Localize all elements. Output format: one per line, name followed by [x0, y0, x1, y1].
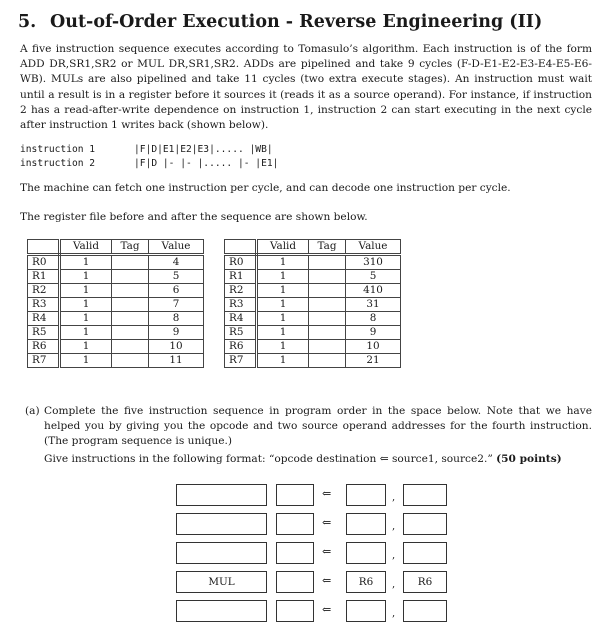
source1-field[interactable]: R6: [346, 571, 386, 593]
tag-cell: [309, 270, 346, 284]
reg-name-cell: R6: [225, 340, 257, 354]
value-cell: 5: [149, 270, 204, 284]
table-row: [225, 340, 401, 354]
reg-name-cell: R2: [28, 284, 60, 298]
table-row: [28, 312, 204, 326]
value-cell: 21: [346, 354, 401, 368]
table-header-cell: Valid: [60, 240, 112, 255]
destination-field[interactable]: [276, 571, 314, 593]
assign-arrow-icon: ⇐: [322, 516, 332, 529]
tag-cell: [309, 354, 346, 368]
table-header-cell: [28, 240, 60, 255]
source1-field[interactable]: [346, 513, 386, 535]
opcode-field[interactable]: [176, 513, 267, 535]
tag-cell: [309, 312, 346, 326]
tag-cell: [112, 298, 149, 312]
table-row: [225, 354, 401, 368]
reg-name-cell: R1: [28, 270, 60, 284]
table-row: [28, 270, 204, 284]
tag-cell: [309, 298, 346, 312]
table-header-cell: Tag: [309, 240, 346, 255]
source2-field[interactable]: [403, 484, 447, 506]
assign-arrow-icon: ⇐: [322, 487, 332, 500]
table-row: [225, 284, 401, 298]
valid-cell: 1: [60, 340, 112, 354]
table-row: [225, 270, 401, 284]
valid-cell: 1: [60, 255, 112, 270]
tag-cell: [309, 284, 346, 298]
tag-cell: [112, 255, 149, 270]
source2-field[interactable]: [403, 600, 447, 622]
value-cell: 5: [346, 270, 401, 284]
value-cell: 9: [346, 326, 401, 340]
valid-cell: 1: [60, 354, 112, 368]
value-cell: 8: [149, 312, 204, 326]
source1-field[interactable]: [346, 542, 386, 564]
tag-cell: [112, 326, 149, 340]
source-separator: ,: [392, 521, 396, 532]
reg-name-cell: R5: [28, 326, 60, 340]
source-separator: ,: [392, 579, 396, 590]
table-row: [28, 354, 204, 368]
valid-cell: 1: [60, 270, 112, 284]
source2-field[interactable]: [403, 542, 447, 564]
opcode-field[interactable]: [176, 600, 267, 622]
source1-field[interactable]: [346, 484, 386, 506]
opcode-field[interactable]: [176, 484, 267, 506]
reg-name-cell: R6: [28, 340, 60, 354]
reg-name-cell: R3: [225, 298, 257, 312]
part-a-points: (50 points): [496, 453, 562, 465]
value-cell: 4: [149, 255, 204, 270]
value-cell: 7: [149, 298, 204, 312]
value-cell: 310: [346, 255, 401, 270]
table-row: [28, 340, 204, 354]
register-file-after: [224, 239, 401, 368]
fetch-text: The machine can fetch one instruction per cycle, and can decode one instruction per cycle.: [20, 182, 511, 194]
table-row: [28, 298, 204, 312]
part-a-format: Give instructions in the following format: “opcode destination ⇐ source1, source2.”: [44, 453, 493, 465]
tag-cell: [112, 354, 149, 368]
reg-name-cell: R0: [225, 255, 257, 270]
source-separator: ,: [392, 608, 396, 619]
table-row: [225, 312, 401, 326]
source-separator: ,: [392, 492, 396, 503]
destination-field[interactable]: [276, 513, 314, 535]
valid-cell: 1: [60, 312, 112, 326]
value-cell: 11: [149, 354, 204, 368]
tag-cell: [309, 326, 346, 340]
question-title: Out-of-Order Execution - Reverse Engineering (II): [50, 12, 543, 32]
value-cell: 9: [149, 326, 204, 340]
reg-name-cell: R2: [225, 284, 257, 298]
reg-name-cell: R0: [28, 255, 60, 270]
assign-arrow-icon: ⇐: [322, 603, 332, 616]
destination-field[interactable]: [276, 600, 314, 622]
valid-cell: 1: [60, 326, 112, 340]
table-row: [225, 298, 401, 312]
table-header-cell: Value: [149, 240, 204, 255]
destination-field[interactable]: [276, 542, 314, 564]
valid-cell: 1: [60, 298, 112, 312]
table-row: [225, 326, 401, 340]
table-header-row: [225, 240, 401, 255]
reg-name-cell: R4: [225, 312, 257, 326]
value-cell: 10: [149, 340, 204, 354]
tag-cell: [112, 270, 149, 284]
destination-field[interactable]: [276, 484, 314, 506]
reg-name-cell: R7: [28, 354, 60, 368]
valid-cell: 1: [257, 326, 309, 340]
valid-cell: 1: [257, 340, 309, 354]
table-row: [225, 255, 401, 270]
part-a-label: (a): [25, 405, 40, 417]
source2-field[interactable]: [403, 513, 447, 535]
value-cell: 31: [346, 298, 401, 312]
source2-field[interactable]: R6: [403, 571, 447, 593]
part-a-text: Complete the five instruction sequence in program order in the space below. Note that we have helped you by giving you the opcode and two source operand addresses for the fourth instruction. (The program sequence is unique.): [44, 405, 592, 447]
assign-arrow-icon: ⇐: [322, 545, 332, 558]
reg-name-cell: R7: [225, 354, 257, 368]
valid-cell: 1: [257, 298, 309, 312]
reg-name-cell: R5: [225, 326, 257, 340]
value-cell: 10: [346, 340, 401, 354]
tag-cell: [309, 340, 346, 354]
reg-name-cell: R1: [225, 270, 257, 284]
tag-cell: [309, 255, 346, 270]
tag-cell: [112, 312, 149, 326]
table-row: [28, 284, 204, 298]
valid-cell: 1: [257, 354, 309, 368]
opcode-field[interactable]: [176, 542, 267, 564]
valid-cell: 1: [257, 255, 309, 270]
tag-cell: [112, 284, 149, 298]
table-header-cell: Tag: [112, 240, 149, 255]
valid-cell: 1: [257, 284, 309, 298]
intro-paragraph: A five instruction sequence executes according to Tomasulo’s algorithm. Each instruction is of the form ADD DR,SR1,SR2 or MUL DR,SR1,SR2. ADDs are pipelined and take 9 cycles (F-D-E1-E2-E3-E4-E5-E6-WB). MULs are also pipelined and take 11 cycles (two extra execute stages). An instruction must wait until a result is in a register before it sources it (reads it as a source operand). For instance, if instruction 2 has a read-after-write dependence on instruction 1, instruction 2 can start executing in the next cycle after instruction 1 writes back (shown below).: [20, 43, 592, 132]
table-header-row: [28, 240, 204, 255]
value-cell: 410: [346, 284, 401, 298]
register-file-before: [27, 239, 204, 368]
page-title: [18, 12, 542, 32]
timing-stages-2: |F|D |- |- |..... |- |E1|: [134, 158, 279, 169]
reg-name-cell: R3: [28, 298, 60, 312]
question-number: 5.: [18, 12, 37, 32]
table-header-cell: [225, 240, 257, 255]
source-separator: ,: [392, 550, 396, 561]
valid-cell: 1: [60, 284, 112, 298]
source1-field[interactable]: [346, 600, 386, 622]
table-row: [28, 326, 204, 340]
tag-cell: [112, 340, 149, 354]
valid-cell: 1: [257, 312, 309, 326]
valid-cell: 1: [257, 270, 309, 284]
regfile-text: The register file before and after the sequence are shown below.: [20, 211, 368, 223]
timing-label-2: instruction 2: [20, 158, 96, 169]
table-row: [28, 255, 204, 270]
value-cell: 6: [149, 284, 204, 298]
timing-label-1: instruction 1: [20, 144, 96, 155]
value-cell: 8: [346, 312, 401, 326]
table-header-cell: Value: [346, 240, 401, 255]
table-header-cell: Valid: [257, 240, 309, 255]
assign-arrow-icon: ⇐: [322, 574, 332, 587]
timing-stages-1: |F|D|E1|E2|E3|..... |WB|: [134, 144, 273, 155]
opcode-field[interactable]: MUL: [176, 571, 267, 593]
reg-name-cell: R4: [28, 312, 60, 326]
